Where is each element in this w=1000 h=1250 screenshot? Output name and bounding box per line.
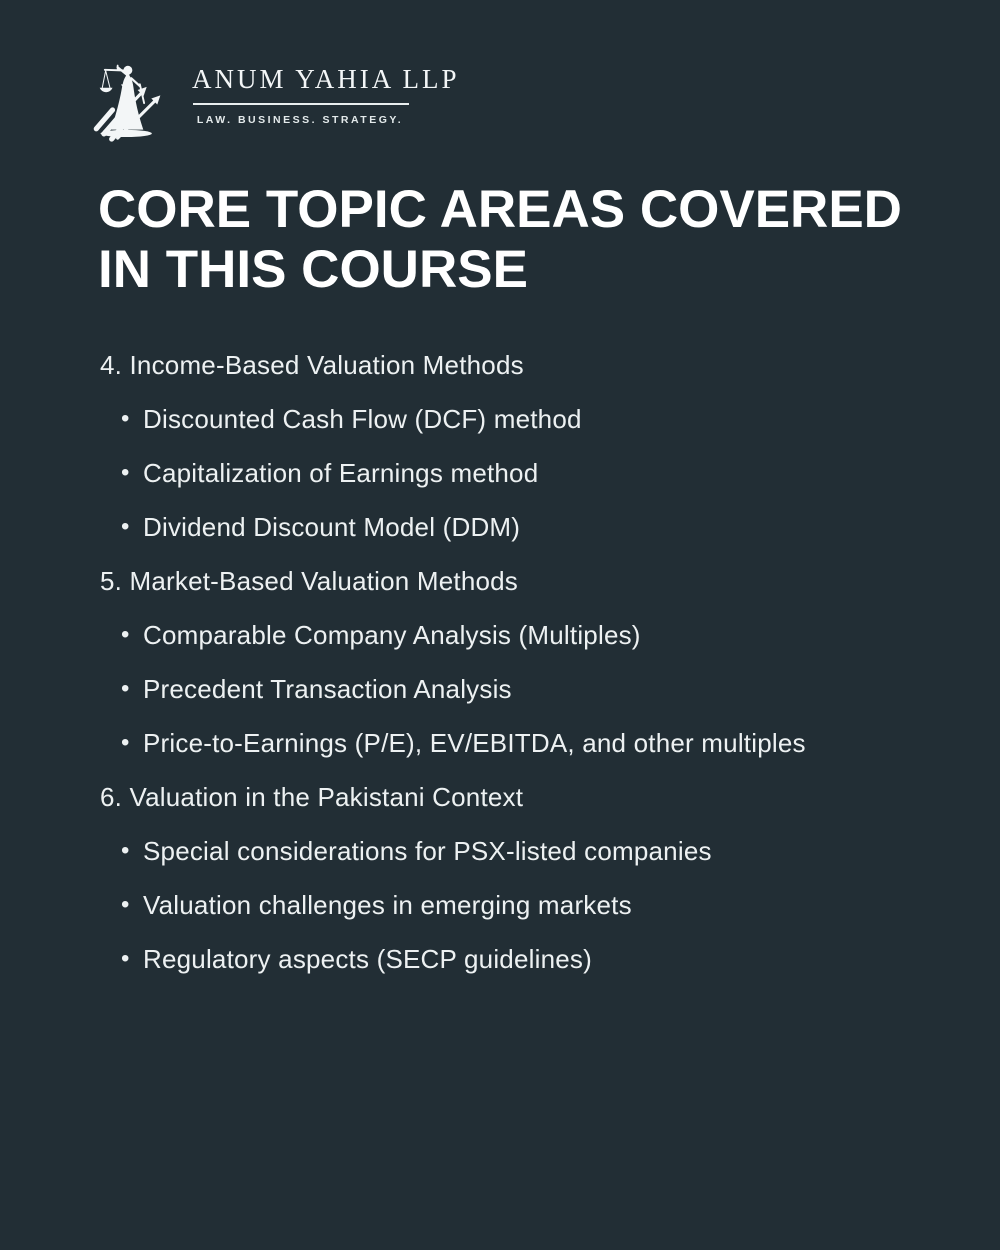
bullet-text: Capitalization of Earnings method [143,458,539,488]
bullet-icon: • [121,891,130,918]
bullet-icon: • [121,675,130,702]
logo-name: ANUM YAHIA LLP [192,64,460,94]
bullet-list [100,406,910,540]
lady-justice-scales-growth-arrow-icon [92,50,186,146]
list-item [121,730,910,756]
list-item [121,406,910,432]
bullet-list [100,622,910,756]
bullet-icon: • [121,405,130,432]
list-item [121,622,910,648]
topic-section-pakistani-context [100,784,910,972]
bullet-icon: • [121,513,130,540]
bullet-text: Dividend Discount Model (DDM) [143,512,521,542]
logo [92,50,1000,146]
logo-divider [193,103,409,105]
list-item [121,676,910,702]
bullet-icon: • [121,729,130,756]
list-item [121,514,910,540]
bullet-icon: • [121,459,130,486]
section-heading: 6. Valuation in the Pakistani Context [100,782,524,812]
bullet-text: Valuation challenges in emerging markets [143,890,632,920]
bullet-list [100,838,910,972]
bullet-icon: • [121,837,130,864]
bullet-icon: • [121,621,130,648]
bullet-text: Price-to-Earnings (P/E), EV/EBITDA, and other multiples [143,728,806,758]
bullet-text: Precedent Transaction Analysis [143,674,512,704]
bullet-text: Discounted Cash Flow (DCF) method [143,404,582,434]
list-item [121,892,910,918]
bullet-text: Regulatory aspects (SECP guidelines) [143,944,592,974]
section-heading: 4. Income-Based Valuation Methods [100,350,524,380]
bullet-text: Comparable Company Analysis (Multiples) [143,620,641,650]
logo-tagline: LAW. BUSINESS. STRATEGY. [196,114,404,126]
topic-section-market-based [100,568,910,756]
page-title-line-1: CORE TOPIC AREAS COVERED [98,180,902,239]
list-item [121,946,910,972]
logo-text [192,50,460,126]
bullet-icon: • [121,945,130,972]
topic-section-income-based [100,352,910,540]
page-title [98,180,1000,300]
page-title-line-2: IN THIS COURSE [98,240,528,299]
topic-sections [100,352,1000,972]
list-item [121,838,910,864]
section-heading: 5. Market-Based Valuation Methods [100,566,519,596]
list-item [121,460,910,486]
bullet-text: Special considerations for PSX-listed companies [143,836,712,866]
